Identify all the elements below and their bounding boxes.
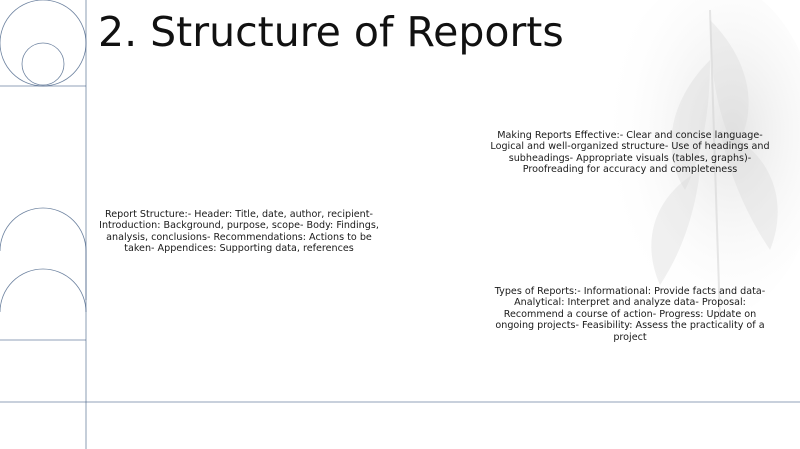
making-reports-effective-text: Making Reports Effective:- Clear and concise language- Logical and well-organized structure- Use of headings and subheadings- Appropriate visuals (tables, graphs)- Proofreading for accuracy and completeness	[490, 130, 770, 176]
lower-arch	[0, 269, 86, 312]
middle-arch	[0, 208, 86, 300]
types-of-reports-text: Types of Reports:- Informational: Provide facts and data- Analytical: Interpret and analyze data- Proposal: Recommend a course of action- Progress: Update on ongoing projects- Feasibility: Assess the practicality of a project	[494, 286, 766, 343]
page-title: 2. Structure of Reports	[98, 8, 564, 56]
top-circle-small	[22, 43, 64, 85]
report-structure-text: Report Structure:- Header: Title, date, author, recipient- Introduction: Background, purpose, scope- Body: Findings, analysis, conclusions- Recommendations: Actions to be taken- Appendices: Supporting data, references	[99, 209, 379, 255]
